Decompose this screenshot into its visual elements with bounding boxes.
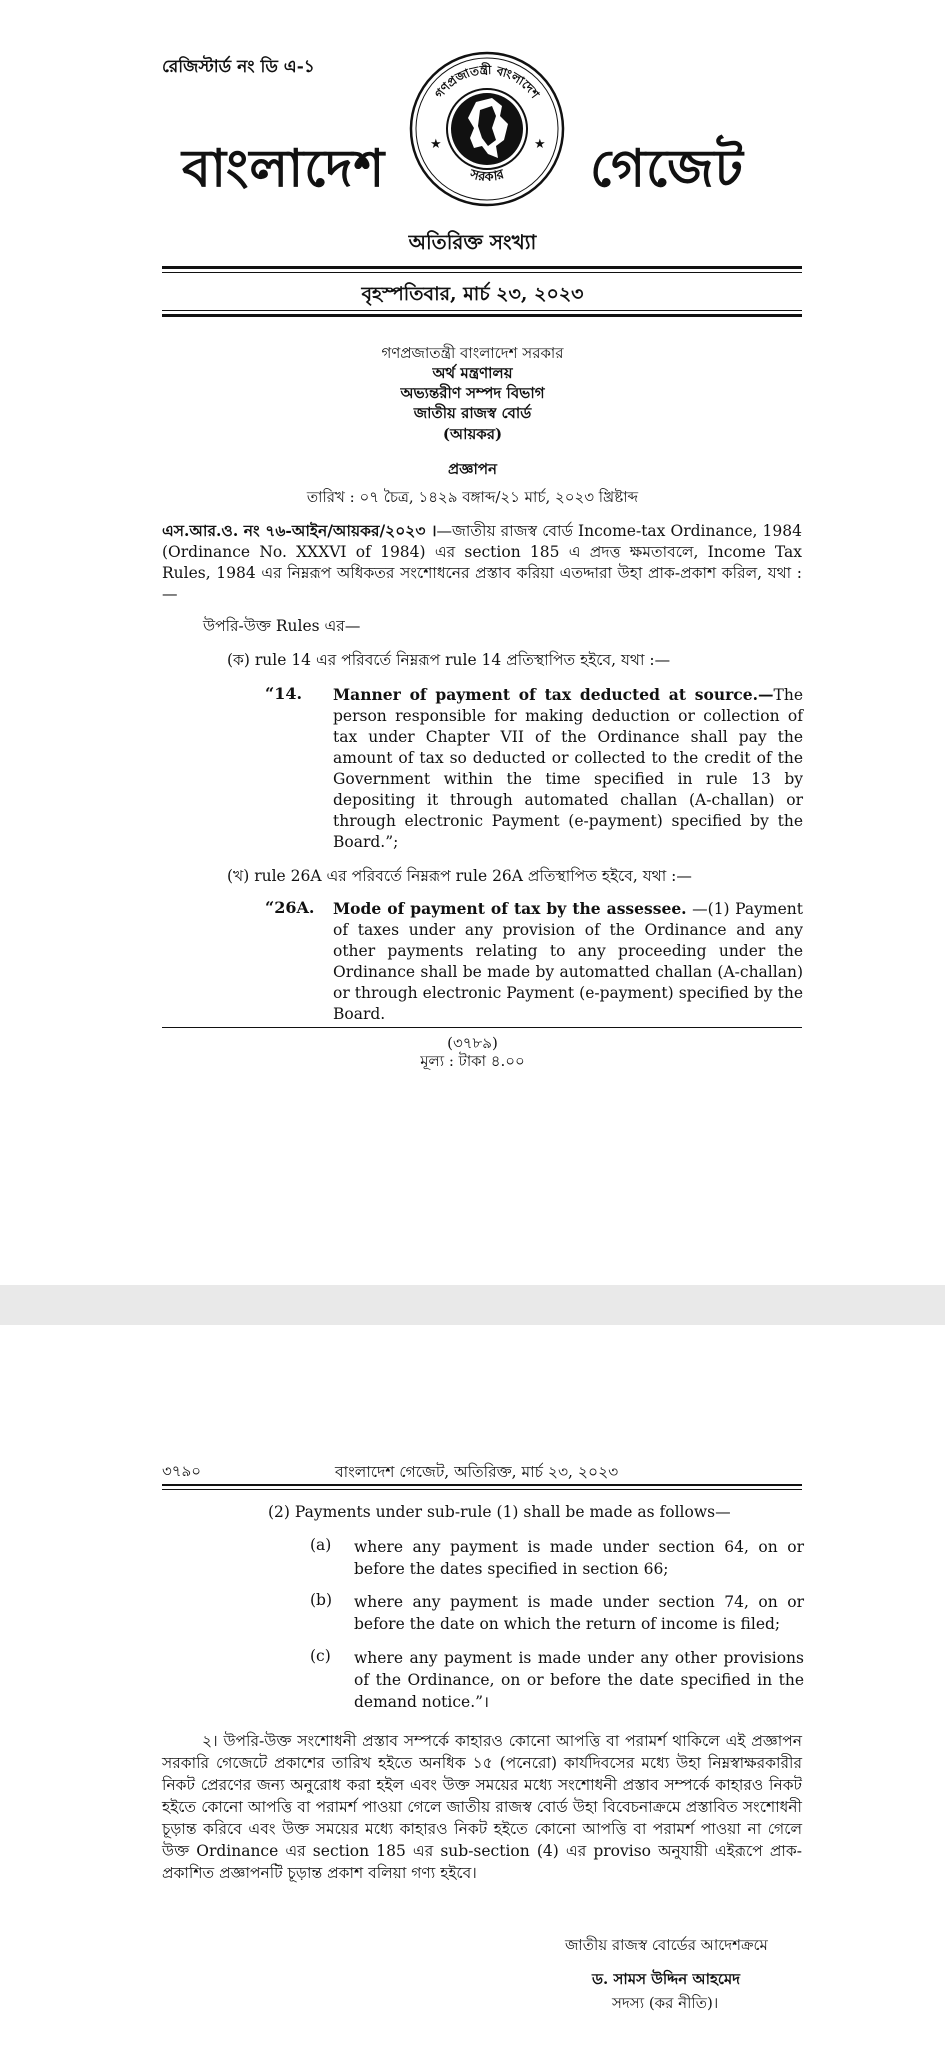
svg-text:★: ★ (534, 137, 546, 152)
issuer-board: জাতীয় রাজস্ব বোর্ড (413, 404, 532, 422)
price-label: মূল্য : টাকা ৪.০০ (420, 1052, 525, 1070)
publication-date: বৃহস্পতিবার, মার্চ ২৩, ২০২৩ (361, 283, 584, 305)
seal-top-text: গণপ্রজাতন্ত্রী বাংলাদেশ (431, 62, 543, 101)
divider-mid-thick (162, 314, 802, 317)
item-c-text: where any payment is made under any other provisions of the Ordinance, on or before the date specified in the demand notice.”। (354, 1649, 804, 1711)
rule26a-body: —(1) Payment of taxes under any provision of the Ordinance and any other payments relating to any proceeding under the Ordinance shall be made by automatted challan (A-challan) or through electronic Payment (e-payment) specified by the Board. (333, 900, 803, 1023)
subrule-2: (2) Payments under sub-rule (1) shall be made as follows— (268, 1503, 731, 1521)
footer-divider (162, 1027, 802, 1028)
page-separator (0, 1285, 945, 1325)
rule26a-number: “26A. (265, 898, 315, 917)
registered-number: রেজিস্টার্ড নং ডি এ-১ (162, 57, 315, 77)
item-a-letter: (a) (310, 1536, 332, 1554)
page2-header-divider-thin (162, 1489, 802, 1490)
notice-heading: প্রজ্ঞাপন (447, 460, 498, 478)
svg-text:★: ★ (430, 137, 442, 152)
rule14-number: “14. (265, 684, 303, 703)
divider-top-thick (162, 266, 802, 269)
paragraph-2: ২। উপরি-উক্ত সংশোধনী প্রস্তাব সম্পর্কে কাহারও কোনো আপত্তি বা পরামর্শ থাকিলে এই প্রজ্ঞাপন সরকারি গেজেটে প্রকাশের তারিখ হইতে অনধিক ১৫ (পনেরো) কার্যদিবসের মধ্যে উহা নিম্নস্বাক্ষরকারীর নিকট প্রেরণের জন্য অনুরোধ করা হইল এবং উক্ত সময়ের মধ্যে সংশোধনী প্রস্তাব সম্পর্কে কাহারও নিকট হইতে কোনো আপত্তি বা পরামর্শ পাওয়া গেলে জাতীয় রাজস্ব বোর্ড উহা বিবেচনাক্রমে প্রস্তাবিত সংশোধনী চূড়ান্ত করিবে এবং উক্ত সময়ের মধ্যে কাহারও নিকট হইতে কোনো আপত্তি বা পরামর্শ পাওয়া না গেলে উক্ত Ordinance এর section 185 এর sub-section (4) এর proviso অনুযায়ী এইরূপে প্রাক-প্রকাশিত প্রজ্ঞাপনটি চূড়ান্ত প্রকাশ বলিয়া গণ্য হইবে। (162, 1732, 802, 1882)
rules-intro: উপরি-উক্ত Rules এর— (203, 617, 361, 635)
seal-bottom-text: সরকার (468, 167, 506, 186)
item-c-letter: (c) (310, 1647, 331, 1665)
edition-label: অতিরিক্ত সংখ্যা (408, 230, 537, 254)
notice-date: তারিখ : ০৭ চৈত্র, ১৪২৯ বঙ্গাব্দ/২১ মার্চ, ২০২৩ খ্রিষ্টাব্দ (306, 488, 639, 506)
signatory-designation: সদস্য (কর নীতি)। (612, 1994, 719, 2012)
page2-header-divider-thick (162, 1484, 802, 1486)
clause-kha: (খ) rule 26A এর পরিবর্তে নিম্নরূপ rule 26A প্রতিস্থাপিত হইবে, যথা :— (227, 867, 692, 885)
gazette-title-left: বাংলাদেশ (182, 138, 386, 199)
rule14-body: The person responsible for making deduction or collection of tax under Chapter VII of the Ordinance shall pay the amount of tax so deducted or collected to the credit of the Government within the time specified in rule 13 by depositing it through automated challan (A-challan) or through electronic Payment (e-payment) specified by the Board.”; (333, 686, 803, 851)
rule26a-heading: Mode of payment of tax by the assessee. (333, 899, 687, 918)
running-header: বাংলাদেশ গেজেট, অতিরিক্ত, মার্চ ২৩, ২০২৩ (335, 1463, 619, 1481)
rule14-text (333, 684, 803, 853)
page-number-3790: ৩৭৯০ (162, 1462, 201, 1480)
rule26a-text (333, 898, 803, 1025)
page-number-3789: (৩৭৮৯) (447, 1034, 498, 1052)
item-a-text: where any payment is made under section 64, on or before the dates specified in section 66; (354, 1538, 804, 1578)
divider-top-thin (162, 272, 802, 273)
government-seal-icon (408, 50, 566, 208)
intro-text: —জাতীয় রাজস্ব বোর্ড Income-tax Ordinance, 1984 (Ordinance No. XXXVI of 1984) এর section 185 এ প্রদত্ত ক্ষমতাবলে, Income Tax Rules, 1984 এর নিম্নরূপ অধিকতর সংশোধনের প্রস্তাব করিয়া এতদ্দারা উহা প্রাক-প্রকাশ করিল, যথা :— (162, 522, 802, 603)
item-b-letter: (b) (310, 1591, 333, 1609)
signature-order-line: জাতীয় রাজস্ব বোর্ডের আদেশক্রমে (565, 1936, 768, 1954)
issuer-government: গণপ্রজাতন্ত্রী বাংলাদেশ সরকার (381, 344, 564, 362)
issuer-division: অভ্যন্তরীণ সম্পদ বিভাগ (400, 384, 545, 402)
sro-number: এস.আর.ও. নং ৭৬-আইন/আয়কর/২০২৩ । (162, 521, 437, 540)
signatory-name: ড. সামস উদ্দিন আহমেদ (592, 1970, 741, 1988)
clause-ka: (ক) rule 14 এর পরিবর্তে নিম্নরূপ rule 14 প্রতিস্থাপিত হইবে, যথা :— (227, 651, 671, 669)
issuer-ministry: অর্থ মন্ত্রণালয় (432, 364, 513, 382)
intro-paragraph (162, 520, 802, 605)
item-b-text: where any payment is made under section 74, on or before the date on which the return of income is filed; (354, 1593, 804, 1633)
rule14-heading: Manner of payment of tax deducted at source.— (333, 685, 774, 704)
issuer-wing: (আয়কর) (442, 425, 503, 443)
gazette-title-right: গেজেট (590, 138, 744, 199)
divider-mid-thin (162, 310, 802, 311)
